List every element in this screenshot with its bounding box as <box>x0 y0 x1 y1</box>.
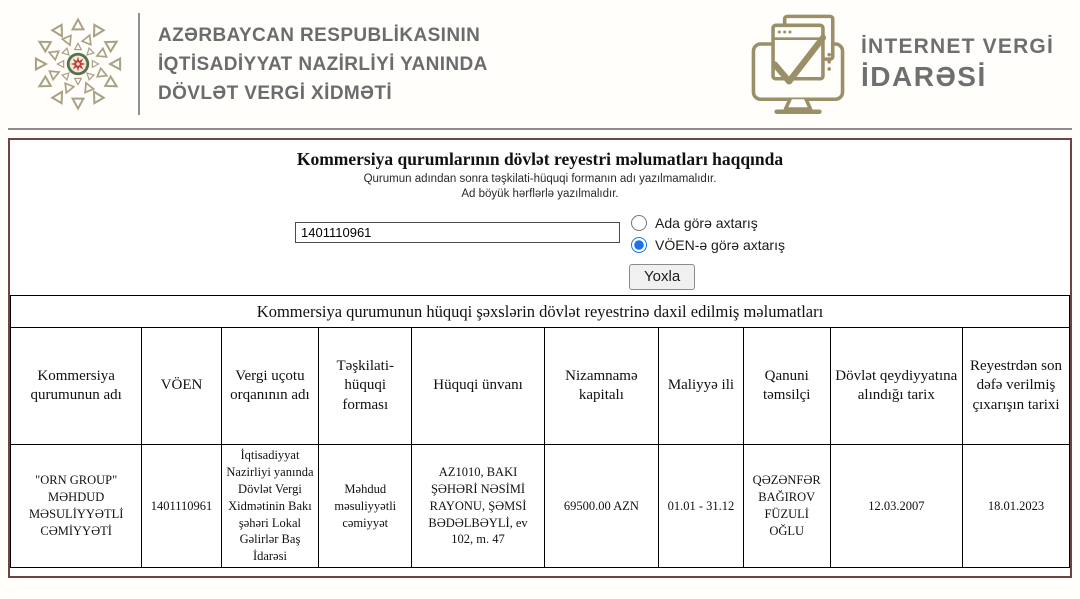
ministry-brand <box>28 8 488 120</box>
search-input[interactable] <box>295 222 620 243</box>
ministry-name <box>158 21 488 108</box>
column-header-legal-form: Təşkilati-hüquqi forması <box>319 328 412 445</box>
cell-charter-capital: 69500.00 AZN <box>544 445 658 568</box>
column-header-legal-address: Hüquqi ünvanı <box>412 328 544 445</box>
ministry-emblem-icon <box>28 8 128 120</box>
cell-legal-address: AZ1010, BAKI ŞƏHƏRİ NƏSİMİ RAYONU, ŞƏMSİ BƏDƏLBƏYLİ, ev 102, m. 47 <box>412 445 544 568</box>
radio-search-by-name[interactable] <box>629 213 758 233</box>
ministry-name-line1: AZƏRBAYCAN RESPUBLİKASININ <box>158 24 481 46</box>
form-note-1: Qurumun adından sonra təşkilati-hüquqi formanın adı yazılmamalıdır. <box>363 173 717 185</box>
column-header-charter-capital: Nizamnamə kapitalı <box>544 328 658 445</box>
radio-search-by-voen-label[interactable]: VÖEN-ə görə axtarış <box>655 237 785 253</box>
content-box <box>8 138 1072 578</box>
cell-fiscal-year: 01.01 - 31.12 <box>659 445 744 568</box>
search-options <box>629 213 785 290</box>
check-button[interactable]: Yoxla <box>629 264 695 290</box>
monitor-checkmark-icon <box>749 11 847 118</box>
column-header-voen: VÖEN <box>142 328 221 445</box>
portal-name-line2: İDARƏSİ <box>861 61 987 92</box>
header-divider <box>8 128 1072 130</box>
column-header-registration-date: Dövlət qeydiyyatına alındığı tarix <box>830 328 962 445</box>
brand-divider <box>138 13 140 115</box>
search-form <box>10 149 1070 295</box>
portal-brand <box>749 11 1054 118</box>
table-row <box>11 445 1070 568</box>
cell-tax-organ: İqtisadiyyat Nazirliyi yanında Dövlət Vergi Xidmətinin Bakı şəhəri Lokal Gəlirlər Baş İdarəsi <box>221 445 318 568</box>
radio-search-by-name-label[interactable]: Ada görə axtarış <box>655 215 758 231</box>
search-controls <box>10 213 1070 295</box>
cell-entity-name: "ORN GROUP" MƏHDUD MƏSULİYYƏTLİ CƏMİYYƏTİ <box>11 445 142 568</box>
cell-voen: 1401110961 <box>142 445 221 568</box>
column-header-fiscal-year: Maliyyə ili <box>659 328 744 445</box>
radio-search-by-voen-input[interactable] <box>631 237 647 253</box>
column-header-legal-representative: Qanuni təmsilçi <box>743 328 830 445</box>
cell-legal-representative: QƏZƏNFƏR BAĞIROV FÜZULİ OĞLU <box>743 445 830 568</box>
radio-search-by-name-input[interactable] <box>631 215 647 231</box>
ministry-name-line3: DÖVLƏT VERGİ XİDMƏTİ <box>158 82 393 104</box>
page-header <box>0 0 1080 128</box>
column-header-entity-name: Kommersiya qurumunun adı <box>11 328 142 445</box>
radio-search-by-voen[interactable] <box>629 235 785 255</box>
table-header-row <box>11 328 1070 445</box>
page-title: Kommersiya qurumlarının dövlət reyestri məlumatları haqqında <box>296 149 784 169</box>
cell-registration-date: 12.03.2007 <box>830 445 962 568</box>
cell-last-extract-date: 18.01.2023 <box>963 445 1070 568</box>
ministry-name-line2: İQTİSADİYYAT NAZİRLİYİ YANINDA <box>158 53 488 75</box>
portal-name-line1: İNTERNET VERGİ <box>861 35 1054 58</box>
table-title: Kommersiya qurumunun hüquqi şəxslərin dövlət reyestrinə daxil edilmiş məlumatları <box>11 296 1070 328</box>
cell-legal-form: Məhdud məsuliyyətli cəmiyyət <box>319 445 412 568</box>
portal-name <box>861 35 1054 93</box>
column-header-tax-organ: Vergi uçotu orqanının adı <box>221 328 318 445</box>
column-header-last-extract-date: Reyestrdən son dəfə verilmiş çıxarışın tarixi <box>963 328 1070 445</box>
form-note-2: Ad böyük hərflərlə yazılmalıdır. <box>461 188 619 200</box>
registry-table <box>10 295 1070 568</box>
